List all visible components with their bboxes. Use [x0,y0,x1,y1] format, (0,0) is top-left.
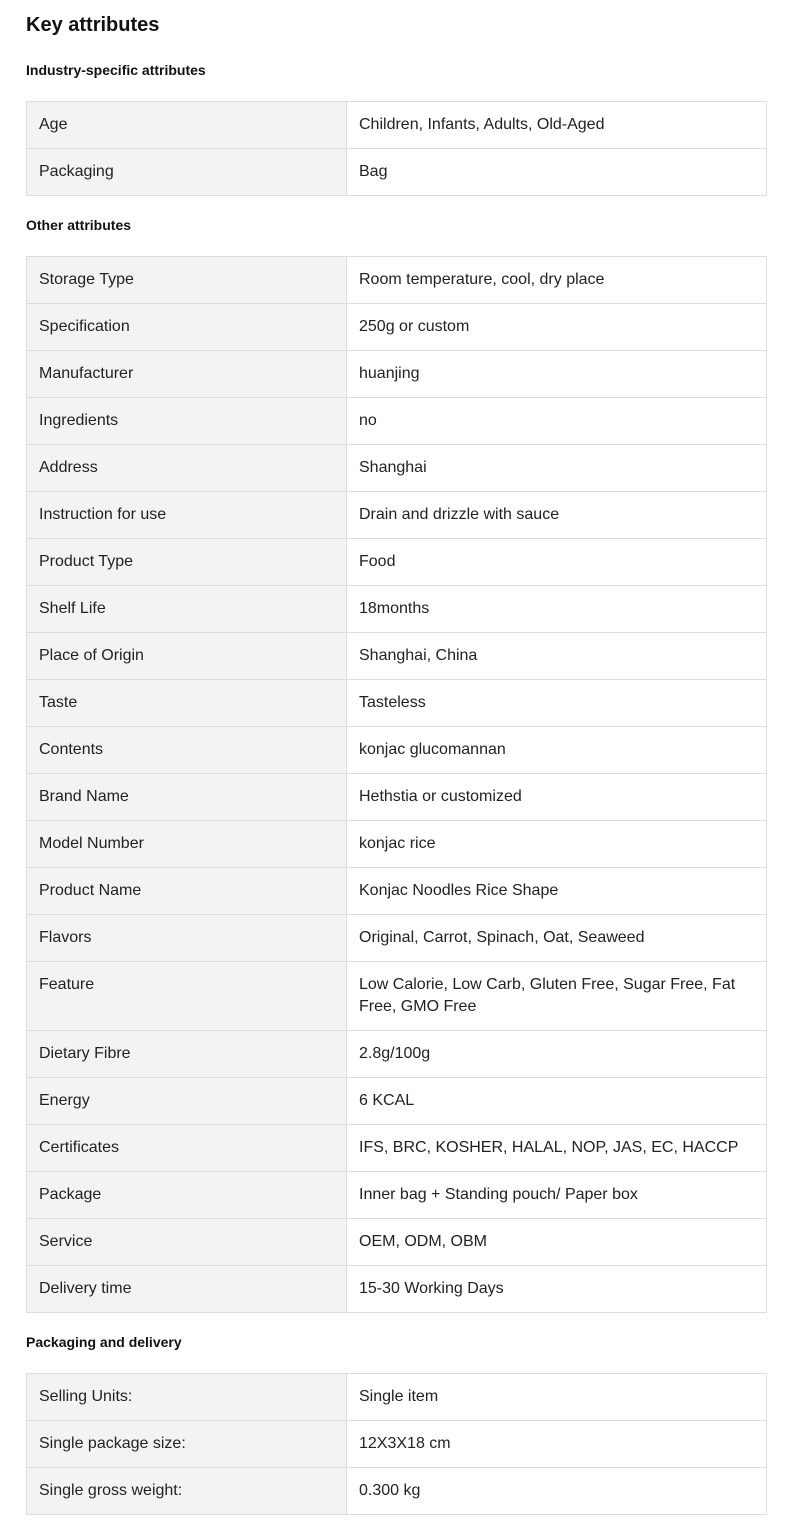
attribute-name: Manufacturer [27,351,347,398]
attribute-value: Bag [347,149,767,196]
attribute-name: Selling Units: [27,1374,347,1421]
attribute-name: Single package size: [27,1421,347,1468]
attribute-name: Instruction for use [27,492,347,539]
attribute-value: konjac rice [347,821,767,868]
attribute-name: Service [27,1219,347,1266]
attribute-name: Dietary Fibre [27,1031,347,1078]
attribute-name: Feature [27,962,347,1031]
table-row [27,257,767,304]
attribute-value: 6 KCAL [347,1078,767,1125]
attribute-name: Certificates [27,1125,347,1172]
attribute-name: Delivery time [27,1266,347,1313]
table-row [27,1374,767,1421]
attribute-value: Shanghai [347,445,767,492]
attribute-value: OEM, ODM, OBM [347,1219,767,1266]
sections-container [26,61,767,1515]
attribute-value: 18months [347,586,767,633]
table-row [27,445,767,492]
table-row [27,1219,767,1266]
table-row [27,727,767,774]
attribute-value: Single item [347,1374,767,1421]
attribute-name: Storage Type [27,257,347,304]
table-row [27,1172,767,1219]
attributes-table [26,256,767,1313]
table-row [27,915,767,962]
page-title: Key attributes [26,14,160,36]
table-row [27,1421,767,1468]
attribute-name: Age [27,102,347,149]
attribute-value: Low Calorie, Low Carb, Gluten Free, Sugar Free, Fat Free, GMO Free [347,962,767,1031]
attributes-table [26,1373,767,1515]
section-title: Packaging and delivery [26,1334,182,1350]
attribute-value: Original, Carrot, Spinach, Oat, Seaweed [347,915,767,962]
table-row [27,962,767,1031]
attribute-name: Single gross weight: [27,1468,347,1515]
attribute-name: Package [27,1172,347,1219]
table-row [27,821,767,868]
table-row [27,868,767,915]
attribute-name: Flavors [27,915,347,962]
attribute-value: 250g or custom [347,304,767,351]
attributes-table [26,101,767,196]
attribute-value: Shanghai, China [347,633,767,680]
table-row [27,1031,767,1078]
attribute-name: Product Type [27,539,347,586]
attribute-value: Inner bag + Standing pouch/ Paper box [347,1172,767,1219]
attribute-name: Specification [27,304,347,351]
table-row [27,680,767,727]
attribute-value: 15-30 Working Days [347,1266,767,1313]
table-row [27,774,767,821]
attribute-name: Model Number [27,821,347,868]
attribute-name: Energy [27,1078,347,1125]
attribute-name: Product Name [27,868,347,915]
attribute-value: Konjac Noodles Rice Shape [347,868,767,915]
attribute-value: IFS, BRC, KOSHER, HALAL, NOP, JAS, EC, HACCP [347,1125,767,1172]
attribute-value: no [347,398,767,445]
attribute-value: 2.8g/100g [347,1031,767,1078]
attribute-name: Brand Name [27,774,347,821]
table-row [27,539,767,586]
attribute-value: Children, Infants, Adults, Old-Aged [347,102,767,149]
section-title: Industry-specific attributes [26,62,206,78]
attribute-name: Contents [27,727,347,774]
attribute-value: Hethstia or customized [347,774,767,821]
attribute-value: 0.300 kg [347,1468,767,1515]
table-row [27,1078,767,1125]
attribute-value: konjac glucomannan [347,727,767,774]
attribute-name: Place of Origin [27,633,347,680]
attribute-name: Ingredients [27,398,347,445]
table-row [27,1468,767,1515]
attribute-value: Food [347,539,767,586]
attribute-value: Drain and drizzle with sauce [347,492,767,539]
table-row [27,586,767,633]
table-row [27,398,767,445]
table-row [27,633,767,680]
attribute-value: 12X3X18 cm [347,1421,767,1468]
attribute-value: Room temperature, cool, dry place [347,257,767,304]
table-row [27,149,767,196]
attribute-value: huanjing [347,351,767,398]
attribute-value: Tasteless [347,680,767,727]
attribute-name: Taste [27,680,347,727]
table-row [27,102,767,149]
attribute-name: Shelf Life [27,586,347,633]
table-row [27,492,767,539]
table-row [27,304,767,351]
table-row [27,1266,767,1313]
attribute-name: Address [27,445,347,492]
table-row [27,351,767,398]
table-row [27,1125,767,1172]
section-title: Other attributes [26,217,132,233]
attribute-name: Packaging [27,149,347,196]
